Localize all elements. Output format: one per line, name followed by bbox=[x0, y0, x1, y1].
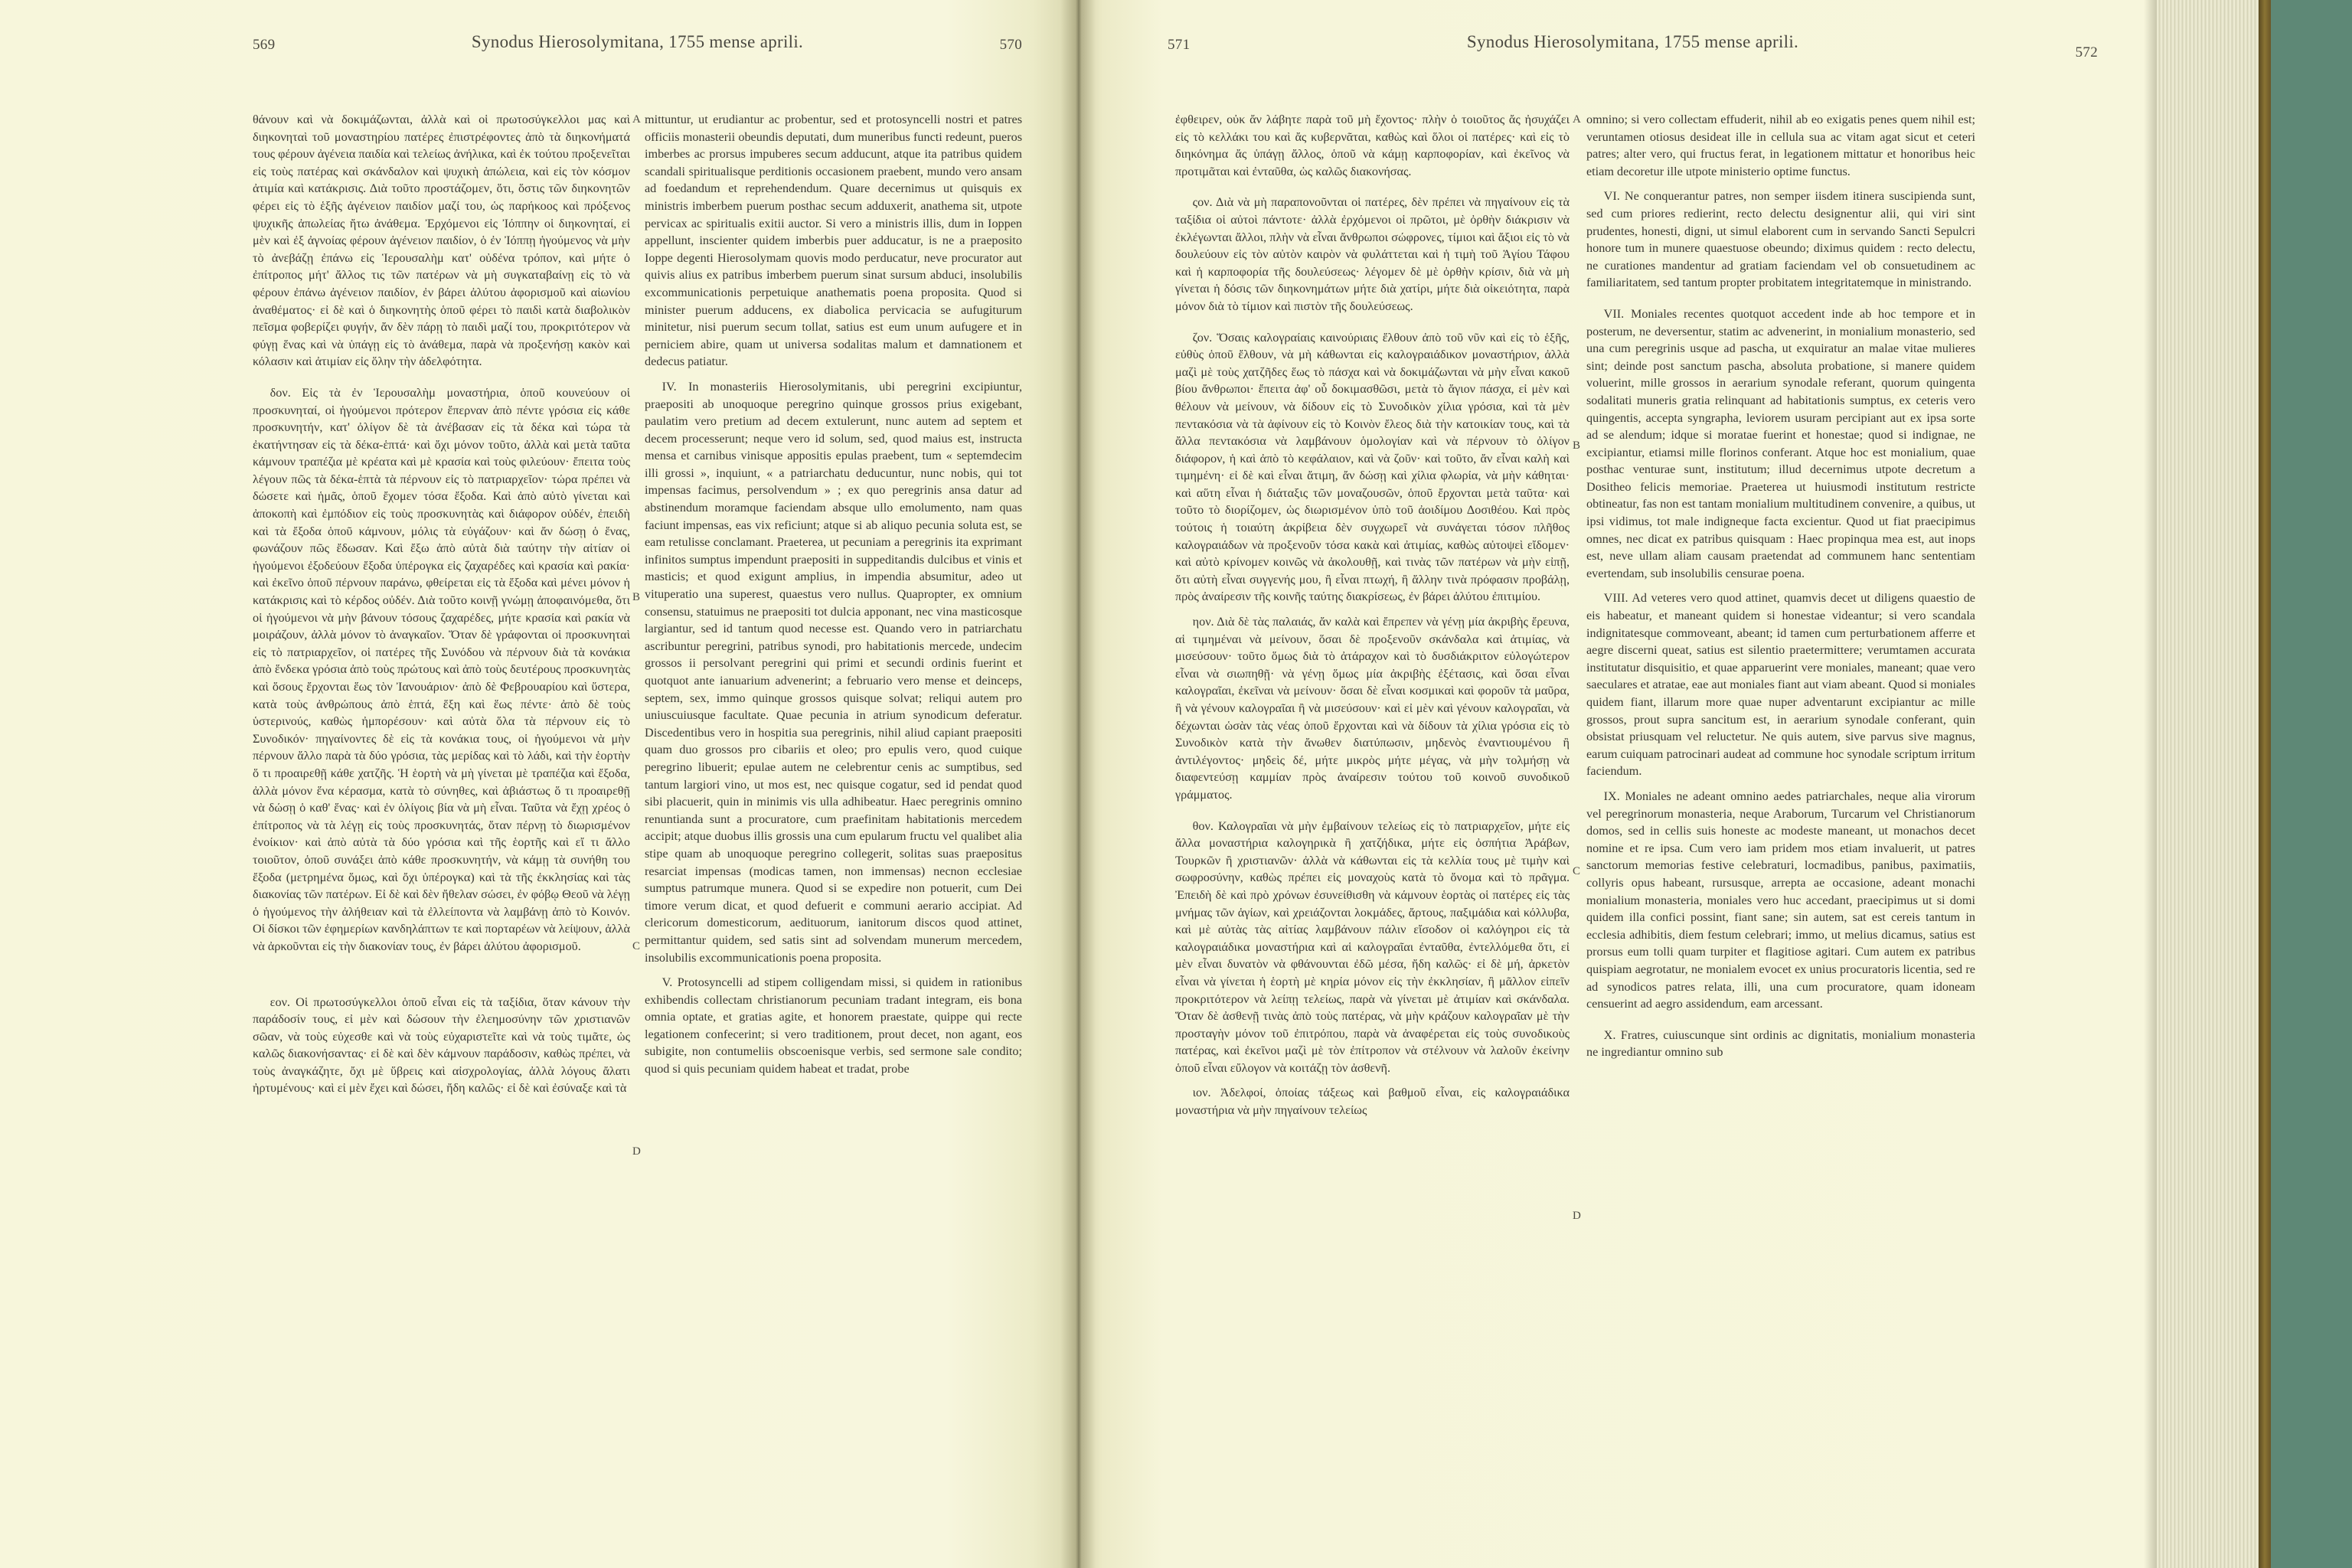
latin-paragraph: IX. Moniales ne adeant omnino aedes patriarchales, neque alia virorum vel peregrinorum monasteria, neque Araborum, Turcarum vel Christianorum domos, sed in cellis suis honeste ac modeste maneant, ut monachos decet nomine et re ipsa. Cum vero iam pridem mos etiam invaluerit, ut patres sanctorum memorias festive celebraturi, locmadibus, panibus, paximatiis, collyris opus habeant, rursusque, arrepta ae occasione, adeant monachi monialium monasteria, moniales vero huc accedant, praecipimus ut si domi quidem illa confici possint, fiant sane; sin autem, sat est cereis tantum in ecclesia adhibitis, diem festum celebrari; immo, ut melius dicamus, satius est prorsus eum tolli quam turpiter et flagitiose agitari. Cum autem ex patribus quispiam aegrotatur, ne monialem evocet ex unius procuratoris licentia, sed re ad synodicos patres relata, illi, una cum procuratore, quam idoneam censuerint ad aegro assidendum, eam arcessant. bbox=[1586, 789, 1975, 1011]
latin-paragraph: X. Fratres, cuiuscunque sint ordinis ac dignitatis, monialium monasteria ne ingrediantur omnino sub bbox=[1586, 1027, 1975, 1060]
greek-paragraph: ἐφθειρεν, οὐκ ἄν λάβητε παρὰ τοῦ μὴ ἔχοντος· πλὴν ὁ τοιοῦτος ἄς ἠσυχάζει εἰς τὸ κελλάκι του καὶ ἄς κυβερνᾶται, καθὼς καὶ ὅλοι οἱ πατέρες· καὶ εἰς τὸ διηκόνημα ἄς ὑπάγῃ ἄλλος, ὁποῦ νὰ κάμῃ καρποφορίαν, καὶ ἐκεῖνος νὰ προτιμᾶται καὶ ἐνταῦθα, ὡς καλῶς διακονήσας. bbox=[1175, 113, 1570, 178]
greek-paragraph: δον. Εἰς τὰ ἐν Ἱερουσαλὴμ μοναστήρια, ὁποῦ κουνεύουν οἱ προσκυνηταί, οἱ ἡγούμενοι πρότερον ἔπερναν ἀπὸ πέντε γρόσια εἰς κάθε προσκυνητήν, κατ' ὀλίγον δὲ τὰ ἀνέβασαν εἰς τὰ δέκα καὶ τώρα τὰ ἐκατήντησαν εἰς τὰ δέκα-ἑπτά· καὶ ὄχι μόνον τοῦτο, ἀλλὰ καὶ μετὰ ταῦτα κάμνουν τραπέζια μὲ κρέατα καὶ μὲ κρασία καὶ τοὺς φιλεύουν· ἔπειτα τοὺς λέγουν πῶς τὰ δέκα-ἑπτὰ τὰ πέρνουν εἰς τὸ πατριαρχεῖον· τώρα πρέπει νὰ δώσετε καὶ ἡμᾶς, ὁποῦ ἔχομεν τόσα ἔξοδα. Καὶ ἀπὸ αὐτὸ γίνεται καὶ ἀποκοπὴ καὶ ἐμπόδιον εἰς τοὺς προσκυνητὰς καὶ διάφορον οὐδέν, ἐπειδὴ καὶ τὰ ἔξοδα ὁποῦ κάμνουν, μόλις τὰ εὐγάζουν· καὶ ἄν δώσῃ ὁ ἕνας, φωνάζουν πῶς ἔδωσαν. Καὶ ἔξω ἀπὸ αὐτὰ διὰ ταύτην τὴν αἰτίαν οἱ ἡγούμενοι ἐξοδεύουν ἔξοδα ὑπέρογκα εἰς ζαχαρέδες καὶ κρασία καὶ ρακία· καὶ ἐκεῖνο ὁποῦ πέρνουν παράνω, φθείρεται εἰς τὰ ἔξοδα καὶ μένει μόνον ἡ κατάκρισις καὶ τὸ κέρδος οὐδέν. Διὰ τοῦτο κοινῇ γνώμῃ ἀποφαινόμεθα, ὅτι οἱ ἡγούμενοι νὰ μὴν βάνουν τόσους ζαχαρέδες, μήτε κρασία καὶ ρακία νὰ μοιράζουν, ἀλλὰ μόνον τὸ ἀναγκαῖον. Ὅταν δὲ γράφονται οἱ προσκυνηταὶ εἰς τὸ πατριαρχεῖον, οἱ πατέρες τῆς Συνόδου νὰ πέρνουν διὰ τὰ κονάκια ἀπὸ ἕνδεκα γρόσια ἀπὸ τοὺς πρώτους καὶ ἀπὸ τοὺς δευτέρους προσκυνητὰς καὶ ὅσους ἔρχονται ἕως τὸν Ἰανουάριον· ἀπὸ δὲ Φεβρουαρίου καὶ ὕστερα, κατὰ τοὺς ἀνθρώπους ἀπὸ ἑπτά, ἕξη καὶ ἕως πέντε· ἀπὸ δὲ τοὺς ὑστερινούς, καθὼς ἠμπορέσουν· καὶ αὐτὰ ὅλα τὰ πέρνουν εἰς τὸ Συνοδικόν· πηγαίνοντες δὲ εἰς τὰ κονάκια τους, οἱ ἡγούμενοι νὰ μὴν πέρνουν ἄλλο παρὰ τὰ δύο γρόσια, τὰς μερίδας καὶ τὸ λάδι, καὶ τὴν ἑορτὴν ὅ τι προαιρεθῇ κάθε χατζῆς. Ἡ ἑορτὴ νὰ μὴ γίνεται μὲ τραπέζια καὶ ἔξοδα, ἀλλὰ μόνον ἕνα κέρασμα, κατὰ τὸ σύνηθες, καὶ ἀβιάστως ὅ τι προαιρεθῇ νὰ δώσῃ ὁ καθ' ἕνας· καὶ ἐν ὀλίγοις βία νὰ μὴ εἶναι. Ταῦτα νὰ ἔχῃ χρέος ὁ ἐπίτροπος νὰ τὰ λέγῃ εἰς τοὺς προσκυνητάς, ὅταν πέρνῃ τὸ διωρισμένον ἐνοίκιον· καὶ ἀπὸ αὐτὰ τὰ δύο γρόσια καὶ τῆς ἑορτῆς καὶ εἴ τι ἄλλο τοιοῦτον, ὁποῦ συνάξει ἀπὸ κάθε προσκυνητήν, νὰ κάμῃ τὰ συνήθη του ἔξοδα (μετρημένα ὅμως, καὶ ὄχι ὑπέρογκα) καὶ τὰ τῆς ἐκκλησίας καὶ τὰς διακονίας τῶν πατέρων. Εἰ δὲ καὶ δὲν ἤθελαν σώσει, ἐν φόβῳ Θεοῦ νὰ λέγῃ ὁ ἡγούμενος τὴν ἀλήθειαν καὶ τὰ ἐλλείποντα νὰ λαμβάνῃ ἀπὸ τὸ Κοινόν. Οἱ δίσκοι τῶν ἐφημερίων κανδηλάπτων τε καὶ πορταρέων νὰ λείψουν, ἀλλὰ νὰ ἀρκοῦνται εἰς τὴν διακονίαν τους, ἐν βάρει ἀλύτου ἀφορισμοῦ. bbox=[253, 385, 630, 953]
latin-paragraph: IV. In monasteriis Hierosolymitanis, ubi peregrini excipiuntur, praepositi ab unoquoque peregrino quinque grossos prius exigebant, paulatim vero pretium ad decem extulerunt, nunc autem ad septem et decem processerunt; neque vero id solum, sed, quod maius est, instructa mensa et carnibus vinisque appositis epulas praebent, tum « septemdecim illi grossi », inquiunt, « a patriarchatu deducuntur, nunc nobis, qui tot impensas facimus, persolvendum » ; ex quo peregrinis ansa datur ad abstinendum moramque faciendam absque ullo emolumento, nam quas faciunt impensas, eas vix reficiunt; atque si ab aliquo pecunia soluta est, se eam retulisse conclamant. Praeterea, ut pecuniam a peregrinis ita exprimant infinitos sumptus impendunt praepositi in suppeditandis dulcibus et vinis et masticis; et quod exigunt amplius, in impendia absumitur, adeo ut vituperatio una superest, quaestus vero nullus. Quapropter, ex omnium consensu, statuimus ne praepositi tot dulcia apponant, nec vina masticosque largiantur, sed id tantum quod necesse est. Quando vero in patriarchatu ascribuntur peregrini, patribus synodi, pro habitationis mercede, undecim grossos ii persolvant peregrini qui primi et secundi ordinis fuerint et quotquot ante ianuarium advenerint; a februario vero mense et deinceps, septem, sex, immo quinque grossos quisque solvat; reliqui autem pro uniuscuiusque facultate. Quae pecunia in atrium synodicum deferatur. Discedentibus vero in hospitia sua peregrinis, nihil aliud capiant praepositi quam duo grossos pro cibariis et oleo; pro epulis vero, quod cuique peregrino libuerit; epulae autem ne celebrentur cenis ac sumptibus, sed tantum largiori vino, ut mos est, nec quisque cogatur, sed id pendat quod sibi placuerit, quin in minimis vis ulla adhibeatur. Haec peregrinis omnino renuntianda sunt a procuratore, cum praefinitam habitationis mercedem accipit; atque duobus illis grossis una cum epularum fructu vel qualibet alia stipe quam ab unoquoque peregrino collegerit, solitas suas praepositus resarciat impensas (modicas tamen, non immensas) necnon ecclesiae sumptus patrumque munera. Quod si se expedire non potuerit, cum Dei timore verum dicat, et quod defuerit e communi aerario accipiat. Ad clericorum domesticorum, aedituorum, ianitorum discos quod attinet, permittantur quidem, sed satis sint ad solvendam munerum mercedem, insolubilis excommunicationis poena proposita. bbox=[645, 379, 1022, 965]
page-number: 572 bbox=[2075, 44, 2098, 60]
greek-paragraph: ςον. Διὰ νὰ μὴ παραπονοῦνται οἱ πατέρες, δὲν πρέπει νὰ πηγαίνουν εἰς τὰ ταξίδια οἱ αὐτοὶ πάντοτε· ἀλλὰ ἐρχόμενοι οἱ πρῶτοι, μὲ ὀρθὴν διάκρισιν νὰ ἐκλέγωνται ἄλλοι, πλὴν νὰ εἶναι ἄνθρωποι σώφρονες, τίμιοι καὶ ἄξιοι εἰς τὸ νὰ δουλεύουν εἰς τὸν αὐτὸν καιρὸν νὰ φυλάττεται καὶ ἡ τιμὴ τοῦ Ἁγίου Τάφου καὶ ἡ καρποφορία τῆς δουλεύσεως· λέγομεν δὲ μὲ ὀρθὴν κρίσιν, διὰ νὰ μὴ γίνεται ἡ δόσις τῶν διηκονημάτων μήτε διὰ χατίρι, μήτε διὰ οἰκειότητα, παρὰ μόνον διὰ τὸ τίμιον καὶ πιστὸν τῆς δουλεύσεως. bbox=[1175, 195, 1570, 313]
greek-paragraph: ηον. Διὰ δὲ τὰς παλαιάς, ἄν καλὰ καὶ ἔπρεπεν νὰ γένῃ μία ἀκριβὴς ἔρευνα, αἱ τιμημέναι νὰ μείνουν, ὅσαι δὲ προξενοῦν σκάνδαλα καὶ ἀτιμίας, νὰ μισεύσουν· τοῦτο ὅμως διὰ τὸ ἀτάραχον καὶ τὸ δυσδιάκριτον εὐλογώτερον εἶναι νὰ σιωπηθῇ· νὰ γένῃ ὅμως μία ἀκριβὴς ἐξέτασις, καὶ ὅσαι εἶναι καλογραῖαι, ἐκεῖναι νὰ μείνουν· ὅσαι δὲ εἶναι κοσμικαὶ καὶ φοροῦν τὰ μαῦρα, ἢ νὰ γένουν καλογραῖαι ἢ νὰ μισεύσουν· καὶ εἰ μὲν καὶ γένουν καλογραῖαι, νὰ δέχωνται ὡσὰν τὰς νέας ὁποῦ ἔρχονται καὶ νὰ δίδουν τὰ χίλια γρόσια εἰς τὸ Συνοδικὸν κατὰ τὴν ἄνωθεν διατύπωσιν, μηδενὸς ἐναντιουμένου ἢ ἀντιλέγοντος· μηδεὶς δέ, μήτε μικρὸς μήτε μέγας, νὰ μὴν τολμήσῃ νὰ διαφεντεύσῃ καμμίαν πρὸς ἀναίρεσιν τούτου τοῦ κοινοῦ συνοδικοῦ γράμματος. bbox=[1175, 615, 1570, 802]
margin-marker: C bbox=[632, 940, 641, 952]
greek-paragraph: ιον. Ἀδελφοί, ὁποίας τάξεως καὶ βαθμοῦ εἶναι, εἰς καλογραιάδικα μοναστήρια νὰ μὴν πηγαίνουν τελείως bbox=[1175, 1086, 1570, 1118]
right-page bbox=[1076, 0, 2157, 1568]
table-surface bbox=[2271, 0, 2352, 1568]
latin-paragraph: VII. Moniales recentes quotquot accedent inde ab hoc tempore et in posterum, ne deversentur, statim ac advenerint, in monialium monasterio, sed una cum peregrinis usque ad pascha, ut exquiratur an malae vitae mulieres sint; deinde post sanctum pascha, absoluta probatione, si manere quidem voluerint, mille grossos in aerarium synodale referant, quorum quingenta sodalitati muneris gratia relinquant ad habitationis sumptus, ex ceteris vero quingentis, accepta syngrapha, leviorem usuram percipiant aut ex ipsa sorte ad se alendum; idque si moratae fuerint et honestae; quod si indignae, ne excipiantur, etiamsi mille florinos conferant. Atque hoc est monialium, quae posthac venturae sunt, institutum; illud decernimus utpote decretum a Dositheo felicis memoriae. Praeterea ut huiusmodi institutum restricte obtineatur, fas non est tantam monialium multitudinem convenire, a quibus, ut ipsi vidimus, tot male indigneque facta excientur. Quod ut fiat praecipimus omnes, nec dicat ex patribus quisquam : Haec propinqua mea est, aut inops est, neve ullam aliam causam praetendat ad communem hanc sententiam evertendam, sub insolubilis censurae poena. bbox=[1586, 306, 1975, 580]
latin-paragraph: mittuntur, ut erudiantur ac probentur, sed et protosyncelli nostri et patres officiis monasterii obeundis deputati, dum muneribus functi redeunt, pueros imberbes ac prorsus impuberes secum adducunt, atque ita patribus quidem scandali spiritualisque perditionis occasionem praebent, mundo vero ansam ad foedandum et reprehendendum. Quare decernimus ut quisquis ex ministris imberbem puerum posthac secum adduxerit, anathema sit, utpote pervicax ac spiritualis exitii auctor. Si vero a ministris illis, dum in Ioppen appellunt, inscienter quidem imberbis puer adducatur, is ne a praeposito Ioppe degenti Hierosolymam quovis modo perducatur, neve procurator aut quivis alius ex patribus imberbem puerum sinat sursum abduci, insolubilis excommunicationis perpetuique anathematis poena proposita. Quod si minister puerum adducens, ex diabolica pervicacia se aufugiturum minitetur, nisi puerum secum tollat, satius est eum unum aufugere et in perniciem abire, quam ut universa sodalitas malum et damnationem et dedecus patiatur. bbox=[645, 113, 1022, 369]
margin-marker: A bbox=[632, 113, 641, 126]
page-number: 570 bbox=[999, 37, 1022, 53]
margin-marker: D bbox=[632, 1145, 641, 1158]
latin-paragraph: VI. Ne conquerantur patres, non semper iisdem itinera suscipienda sunt, sed cum priores redierint, recto delectu designentur alii, qui viri sint prudentes, honesti, digni, ut simul elaborent cum in servando Sancti Sepulcri honore tum in munere quaestuose obeundo; diximus quidem : recto delectu, ne curationes mandentur ad gratiam faciendam vel ob consuetudinem ac familiaritatem, sed tantum propter probitatem integritatemque in ministrando. bbox=[1586, 189, 1975, 290]
greek-paragraph: θάνουν καὶ νὰ δοκιμάζωνται, ἀλλὰ καὶ οἱ πρωτοσύγκελλοι μας καὶ διηκονηταὶ τοῦ μοναστηρίου πατέρες ἐπιστρέφοντες ἀπὸ τὰ διηκονήματά τους φέρουν ἀγένεια παιδία καὶ τελείως ἀνήλικα, καὶ ἐκ τούτου προξενεῖται εἰς τοὺς πατέρας καὶ σκάνδαλον καὶ ψυχικὴ ἀπώλεια, καὶ εἰς τὸν κόσμον ἀτιμία καὶ κατάκρισις. Διὰ τοῦτο προστάζομεν, ὅτι, ὅστις τῶν διηκονητῶν φέρει εἰς τὸ ἑξῆς ἀγένειον παιδίον μαζί του, ὡς παρήκοος καὶ πρόξενος ψυχικῆς ἀπωλείας ἤτω ἀνάθεμα. Ἐρχόμενοι εἰς Ἰόππην οἱ διηκονηταί, εἰ μὲν καὶ ἐξ ἀγνοίας φέρουν ἀγένειον παιδίον, ὁ ἐν Ἰόππῃ ἡγούμενος νὰ μὴν τὸ ἀνεβάζῃ ἐπάνω εἰς Ἱερουσαλὴμ κατ' οὐδένα τρόπον, καὶ μήτε ὁ ἐπίτροπος μήτ' ἄλλος τις τῶν πατέρων νὰ μὴ συγκαταβαίνῃ εἰς τὸ νὰ φέρουν ἐπάνω ἀγένειον παιδίον, ἐν βάρει ἀλύτου ἀφορισμοῦ καὶ αἰωνίου ἀναθέματος· εἰ δὲ καὶ ὁ διηκονητὴς ὁποῦ φέρει τὸ παιδὶ κατὰ διαβολικὸν πεῖσμα φοβερίζει φυγήν, ἄν δὲν πάρῃ τὸ παιδὶ μαζί του, προκριτότερον νὰ φύγῃ ἕνας καὶ νὰ ὑπάγῃ εἰς τὸ ἀνάθεμα, παρὰ νὰ προξενήσῃ κακὸν καὶ κόλασιν καὶ ἀτιμίαν εἰς ὅλην τὴν ἀδελφότητα. bbox=[253, 113, 630, 369]
greek-paragraph: ζον. Ὅσαις καλογραίαις καινούριαις ἔλθουν ἀπὸ τοῦ νῦν καὶ εἰς τὸ ἑξῆς, εὐθὺς ὁποῦ ἔλθουν, νὰ μὴ κάθωνται εἰς καλογραιάδικον μοναστήριον, ἀλλὰ μαζὶ μὲ τοὺς χατζῆδες ἕως τὸ πάσχα καὶ νὰ δοκιμάζωνται νὰ μὴν εἶναι κακοῦ βίου ἄνθρωποι· ἔπειτα ἀφ' οὗ δοκιμασθῶσι, μετὰ τὸ ἅγιον πάσχα, εἰ μὲν καὶ θέλουν νὰ μείνουν, νὰ δίδουν εἰς τὸ Συνοδικὸν χίλια γρόσια, καὶ τὰ μὲν πεντακόσια νὰ τὰ ἀφίνουν εἰς τὸ Κοινὸν ἔλεος διὰ τὴν κατοικίαν τους, καὶ τὰ ἄλλα πεντακόσια νὰ λαμβάνουν ὁμολογίαν καὶ νὰ πέρνουν τὸ ὀλίγον διάφορον, ἡ καὶ ἀπὸ τὸ κεφάλαιον, καὶ νὰ ζοῦν· καὶ τοῦτο, ἄν εἶναι καλὴ καὶ τιμημένη· εἰ δὲ καὶ εἶναι ἄτιμη, ἄν δώσῃ καὶ χίλια φλωρία, νὰ μὴν κάθηται· καὶ αὕτη εἶναι ἡ διάταξις τῶν μοναζουσῶν, ὁποῦ ἔρχονται μετὰ ταῦτα· καὶ τοῦτο τὸ διορίζομεν, ὡς διωρισμένον ὑπὸ τοῦ ἀοιδίμου Δοσιθέου. Καὶ πρὸς τούτοις ἡ τοιαύτη ἀκρίβεια δὲν συγχωρεῖ νὰ συνάγεται τόσον πλῆθος καλογραιάδων νὰ προξενοῦν τόσα κακὰ καὶ ἀτιμίας, καθὼς αὐτοψεὶ εἴδομεν· καὶ αὐτὸ κρίνομεν κοινῶς νὰ ἀκολουθῇ, καὶ τινὰς τῶν πατέρων νὰ μὴν εἰπῇ, ὅτι αὐτὴ εἶναι συγγενής μου, ἢ εἶναι πτωχή, ἢ ἄλλην τινὰ πρόφασιν προβάλῃ, πρὸς ἀναίρεσιν τῆς κοινῆς ταύτης διακρίσεως, ἐν βάρει ἀλύτου ἐπιτιμίου. bbox=[1175, 330, 1570, 604]
right-page-header bbox=[1168, 32, 2098, 60]
greek-column bbox=[1175, 111, 1570, 1127]
margin-marker: B bbox=[632, 591, 641, 603]
margin-marker: C bbox=[1573, 865, 1581, 877]
book-cover-edge bbox=[2259, 0, 2271, 1568]
latin-paragraph: VIII. Ad veteres vero quod attinet, quamvis decet ut diligens quaestio de eis habeatur, et maneant quidem si honestae videantur; si vero scandala indignitatesque commoveant, abeant; id tamen cum perturbationem afferre et aegre discerni queat, satius est silentio praetermittere; verumtamen accurata institutatur disquisitio, et quae apparuerint vere moniales, maneant; quae vero saeculares et atratae, eae aut moniales fiant aut viam abeant. Quod si moniales quidem fiant, illarum more quae nuper adventarunt excipiantur ac mille grossos, prout supra sancitum est, in aerarium synodale conferant, quin obsistat priusquam vel reluctetur. Ne quis autem, sive parvus sive magnus, earum cuiquam patrocinari audeat ad commune hoc synodale scriptum irritum faciendum. bbox=[1586, 591, 1975, 779]
margin-marker: B bbox=[1573, 439, 1581, 452]
latin-column bbox=[645, 111, 1022, 1086]
greek-column bbox=[253, 111, 630, 1105]
margin-marker: A bbox=[1573, 113, 1581, 126]
running-title: Synodus Hierosolymitana, 1755 mense aprili. bbox=[1466, 32, 1799, 51]
page-stack-edges bbox=[2157, 0, 2259, 1568]
margin-marker: D bbox=[1573, 1210, 1581, 1222]
left-page-header bbox=[253, 32, 1022, 55]
greek-paragraph: εον. Οἱ πρωτοσύγκελλοι ὁποῦ εἶναι εἰς τὰ ταξίδια, ὅταν κάνουν τὴν παράδοσίν τους, εἰ μὲν καὶ δώσουν τὴν ἐλεημοσύνην τῶν χριστιανῶν σῶαν, νὰ τοὺς εὐχεσθε καὶ νὰ τοὺς εὐχαριστεῖτε καὶ νὰ τοὺς τιμᾶτε, ὡς καλῶς διακονήσαντας· εἰ δὲ καὶ δὲν κάμνουν παράδοσιν, καθὼς πρέπει, νὰ τοὺς ἀναγκάζητε, ὄχι μὲ ὕβρεις καὶ αἰσχρολογίας, ἀλλὰ λόγους ἄλατι ἠρτυμένους· καὶ εἰ μὲν ἔχει καὶ δώσει, ἤδη καλῶς· εἰ δὲ καὶ ἐσύναξε καὶ τὰ bbox=[253, 995, 630, 1096]
running-title: Synodus Hierosolymitana, 1755 mense aprili. bbox=[471, 32, 804, 51]
left-page bbox=[0, 0, 1076, 1568]
latin-column bbox=[1586, 111, 1975, 1069]
latin-paragraph: V. Protosyncelli ad stipem colligendam missi, si quidem in rationibus exhibendis collectam christianorum pecuniam tradant integram, eis bona omnia optate, et gratias agite, et honorem praestate, quippe qui recte legationem confecerint; si vero traditionem, prout decet, non agant, eos subigite, non contumeliis obscoenisque verbis, sed sermone sale condito; quod si quis pecuniam quidem habeat et tradat, probe bbox=[645, 975, 1022, 1076]
book-gutter bbox=[1060, 0, 1096, 1568]
greek-paragraph: θον. Καλογραῖαι νὰ μὴν ἐμβαίνουν τελείως εἰς τὸ πατριαρχεῖον, μήτε εἰς ἄλλα μοναστήρια καλογηρικὰ ἢ χατζήδικα, μήτε εἰς ὀσπήτια Ἀράβων, Τουρκῶν ἢ χριστιανῶν· ἀλλὰ νὰ κάθωνται εἰς τὰ κελλία τους μὲ τιμὴν καὶ σωφροσύνην, καθὼς πρέπει εἰς μοναχοὺς κατὰ τὸ ὄνομα καὶ τὸ πρᾶγμα. Ἐπειδὴ δὲ καὶ πρὸ χρόνων ἐσυνείθισθη νὰ κάμνουν ἑορτὰς οἱ πατέρες εἰς τὰς μνήμας τῶν ἁγίων, καὶ χρειάζονται λοκμάδες, ἄρτους, παξιμάδια καὶ κόλλυβα, καὶ μὲ αὐτὰς τὰς αἰτίας λαμβάνουν πάλιν εἴσοδον οἱ καλόγηροι εἰς τὰ καλογραιάδικα μοναστήρια καὶ αἱ καλογραῖαι ἐνταῦθα, ἐντελλόμεθα ὅτι, εἰ μὲν εἶναι δυνατὸν νὰ φθάνουνται ἐδῶ μέσα, ἤδη καλῶς· εἰ δὲ μή, ἀρκετὸν εἶναι νὰ γίνεται ἡ ἑορτὴ μὲ κηρία μόνον εἰς τὴν ἐκκλησίαν, ἢ μᾶλλον εἰπεῖν προκριτότερον νὰ λείπῃ τελείως, παρὰ νὰ γίνεται μὲ ἀτιμίαν καὶ σκάνδαλα. Ὅταν δὲ ἀσθενῇ τινὰς ἀπὸ τοὺς πατέρας, νὰ μὴν κράζουν καλογραῖαν μὲ τὴν προσταγὴν μόνον τοῦ ἐπιτρόπου, παρὰ νὰ ἀναφέρεται εἰς τοὺς συνοδικοὺς πατέρας, καὶ ἐκεῖνοι μαζὶ μὲ τὸν ἐπίτροπον νὰ στέλνουν νὰ λαλοῦν ἐκείνην ὁποῦ εἶναι εὔλογον νὰ κοιτάζῃ τὸν ἀσθενῆ. bbox=[1175, 818, 1570, 1075]
page-number: 571 bbox=[1168, 37, 1191, 53]
page-number: 569 bbox=[253, 37, 276, 53]
latin-paragraph: omnino; si vero collectam effuderit, nihil ab eo exigatis penes quem nihil est; veruntamen otiosus desideat ille in cellula sua ac vitam agat sicut et ceteri patres; alter vero, qui fructus ferat, in legationem mittatur et honoribus heic etiam decoretur ille utpote ministerio optime functus. bbox=[1586, 113, 1975, 178]
